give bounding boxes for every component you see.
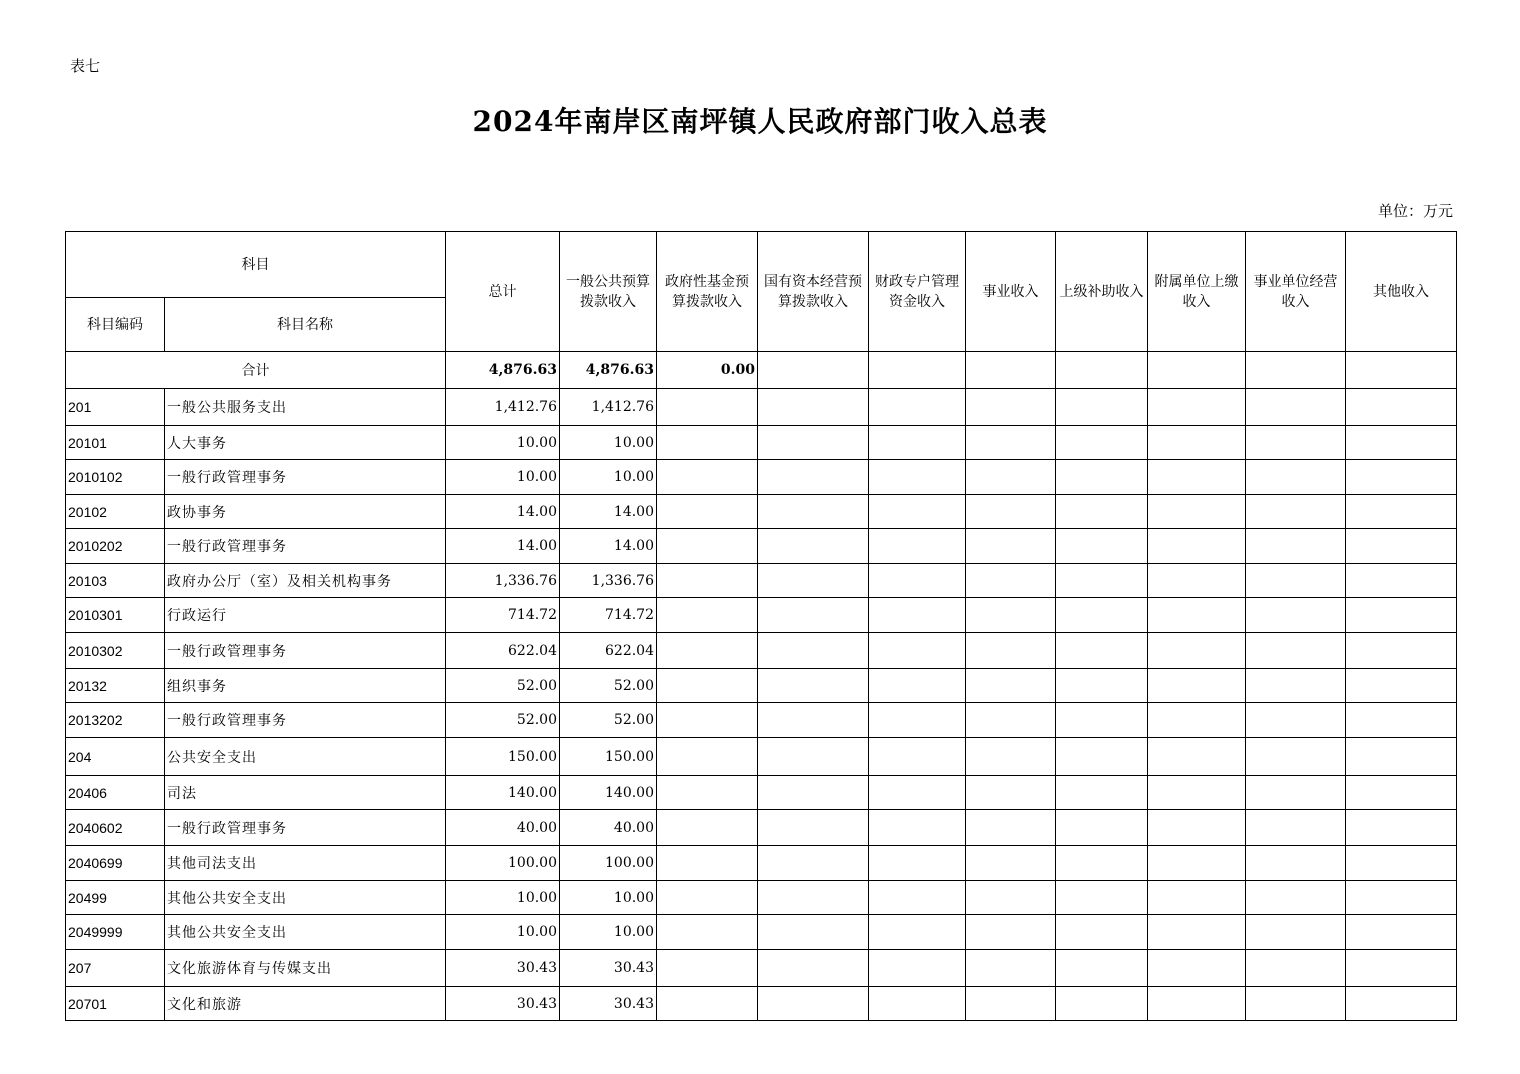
superior-subsidy-cell — [1056, 389, 1148, 426]
subject-code-cell: 20102 — [66, 495, 165, 529]
page-title: 2024年南岸区南坪镇人民政府部门收入总表 — [472, 105, 1048, 138]
header-general-budget: 一般公共预算拨款收入 — [560, 232, 657, 352]
total-cell: 10.00 — [446, 460, 560, 495]
superior-subsidy-cell — [1056, 846, 1148, 881]
total-label: 合计 — [66, 352, 446, 389]
superior-subsidy-cell — [1056, 564, 1148, 598]
gov-fund-cell — [657, 460, 758, 495]
total-superior-subsidy — [1056, 352, 1148, 389]
superior-subsidy-cell — [1056, 598, 1148, 633]
state-capital-cell — [758, 495, 869, 529]
total-general-budget: 4,876.63 — [560, 352, 657, 389]
superior-subsidy-cell — [1056, 738, 1148, 776]
total-cell: 30.43 — [446, 950, 560, 987]
unit-label: 单位：万元 — [1377, 202, 1453, 220]
affiliated-unit-cell — [1148, 703, 1246, 738]
table-row — [66, 776, 1457, 810]
state-capital-cell — [758, 669, 869, 703]
subject-name-cell: 其他司法支出 — [165, 846, 446, 881]
business-income-cell — [966, 987, 1056, 1021]
general-budget-cell: 622.04 — [560, 633, 657, 669]
business-income-cell — [966, 846, 1056, 881]
total-cell: 40.00 — [446, 810, 560, 846]
business-operation-cell — [1246, 881, 1346, 915]
subject-name-cell: 一般行政管理事务 — [165, 633, 446, 669]
business-operation-cell — [1246, 564, 1346, 598]
general-budget-cell: 100.00 — [560, 846, 657, 881]
other-income-cell — [1346, 987, 1457, 1021]
fiscal-special-cell — [869, 598, 966, 633]
other-income-cell — [1346, 776, 1457, 810]
affiliated-unit-cell — [1148, 495, 1246, 529]
business-operation-cell — [1246, 389, 1346, 426]
business-operation-cell — [1246, 460, 1346, 495]
state-capital-cell — [758, 564, 869, 598]
business-income-cell — [966, 389, 1056, 426]
fiscal-special-cell — [869, 738, 966, 776]
total-state-capital — [758, 352, 869, 389]
affiliated-unit-cell — [1148, 529, 1246, 564]
fiscal-special-cell — [869, 703, 966, 738]
subject-name-cell: 文化旅游体育与传媒支出 — [165, 950, 446, 987]
general-budget-cell: 30.43 — [560, 987, 657, 1021]
gov-fund-cell — [657, 389, 758, 426]
gov-fund-cell — [657, 426, 758, 460]
subject-name-cell: 其他公共安全支出 — [165, 881, 446, 915]
table-row — [66, 669, 1457, 703]
table-row — [66, 703, 1457, 738]
business-income-cell — [966, 881, 1056, 915]
business-operation-cell — [1246, 426, 1346, 460]
fiscal-special-cell — [869, 529, 966, 564]
state-capital-cell — [758, 529, 869, 564]
superior-subsidy-cell — [1056, 881, 1148, 915]
state-capital-cell — [758, 987, 869, 1021]
subject-name-cell: 司法 — [165, 776, 446, 810]
general-budget-cell: 10.00 — [560, 881, 657, 915]
fiscal-special-cell — [869, 915, 966, 950]
general-budget-cell: 1,412.76 — [560, 389, 657, 426]
fiscal-special-cell — [869, 846, 966, 881]
other-income-cell — [1346, 810, 1457, 846]
gov-fund-cell — [657, 987, 758, 1021]
total-gov-fund: 0.00 — [657, 352, 758, 389]
affiliated-unit-cell — [1148, 738, 1246, 776]
total-fiscal-special — [869, 352, 966, 389]
other-income-cell — [1346, 738, 1457, 776]
business-operation-cell — [1246, 846, 1346, 881]
business-income-cell — [966, 738, 1056, 776]
business-operation-cell — [1246, 950, 1346, 987]
header-gov-fund: 政府性基金预算拨款收入 — [657, 232, 758, 352]
superior-subsidy-cell — [1056, 426, 1148, 460]
table-row — [66, 987, 1457, 1021]
superior-subsidy-cell — [1056, 669, 1148, 703]
subject-name-cell: 政府办公厅（室）及相关机构事务 — [165, 564, 446, 598]
fiscal-special-cell — [869, 669, 966, 703]
header-fiscal-special: 财政专户管理资金收入 — [869, 232, 966, 352]
total-row — [66, 352, 1457, 389]
business-income-cell — [966, 633, 1056, 669]
fiscal-special-cell — [869, 495, 966, 529]
fiscal-special-cell — [869, 881, 966, 915]
business-income-cell — [966, 776, 1056, 810]
business-operation-cell — [1246, 987, 1346, 1021]
state-capital-cell — [758, 881, 869, 915]
general-budget-cell: 10.00 — [560, 426, 657, 460]
business-income-cell — [966, 529, 1056, 564]
subject-code-cell: 20132 — [66, 669, 165, 703]
subject-name-cell: 组织事务 — [165, 669, 446, 703]
superior-subsidy-cell — [1056, 529, 1148, 564]
header-state-capital: 国有资本经营预算拨款收入 — [758, 232, 869, 352]
affiliated-unit-cell — [1148, 598, 1246, 633]
affiliated-unit-cell — [1148, 389, 1246, 426]
other-income-cell — [1346, 564, 1457, 598]
gov-fund-cell — [657, 776, 758, 810]
subject-code-cell: 201 — [66, 389, 165, 426]
total-cell: 1,412.76 — [446, 389, 560, 426]
business-income-cell — [966, 460, 1056, 495]
subject-name-cell: 公共安全支出 — [165, 738, 446, 776]
table-row — [66, 564, 1457, 598]
affiliated-unit-cell — [1148, 564, 1246, 598]
table-row — [66, 426, 1457, 460]
total-cell: 150.00 — [446, 738, 560, 776]
gov-fund-cell — [657, 598, 758, 633]
table-row — [66, 598, 1457, 633]
gov-fund-cell — [657, 738, 758, 776]
total-cell: 140.00 — [446, 776, 560, 810]
business-operation-cell — [1246, 703, 1346, 738]
total-cell: 14.00 — [446, 495, 560, 529]
affiliated-unit-cell — [1148, 460, 1246, 495]
fiscal-special-cell — [869, 460, 966, 495]
general-budget-cell: 150.00 — [560, 738, 657, 776]
fiscal-special-cell — [869, 987, 966, 1021]
header-subject-name: 科目名称 — [165, 298, 446, 352]
table-row — [66, 738, 1457, 776]
superior-subsidy-cell — [1056, 776, 1148, 810]
gov-fund-cell — [657, 633, 758, 669]
superior-subsidy-cell — [1056, 915, 1148, 950]
business-operation-cell — [1246, 495, 1346, 529]
table-row — [66, 846, 1457, 881]
general-budget-cell: 10.00 — [560, 915, 657, 950]
total-cell: 714.72 — [446, 598, 560, 633]
business-income-cell — [966, 810, 1056, 846]
fiscal-special-cell — [869, 776, 966, 810]
general-budget-cell: 1,336.76 — [560, 564, 657, 598]
business-income-cell — [966, 915, 1056, 950]
state-capital-cell — [758, 703, 869, 738]
gov-fund-cell — [657, 846, 758, 881]
business-operation-cell — [1246, 776, 1346, 810]
total-other-income — [1346, 352, 1457, 389]
header-business-income: 事业收入 — [966, 232, 1056, 352]
gov-fund-cell — [657, 669, 758, 703]
general-budget-cell: 140.00 — [560, 776, 657, 810]
business-operation-cell — [1246, 529, 1346, 564]
other-income-cell — [1346, 426, 1457, 460]
subject-code-cell: 2049999 — [66, 915, 165, 950]
total-cell: 10.00 — [446, 881, 560, 915]
subject-code-cell: 204 — [66, 738, 165, 776]
affiliated-unit-cell — [1148, 633, 1246, 669]
header-other-income: 其他收入 — [1346, 232, 1457, 352]
fiscal-special-cell — [869, 389, 966, 426]
other-income-cell — [1346, 915, 1457, 950]
business-operation-cell — [1246, 738, 1346, 776]
total-cell: 1,336.76 — [446, 564, 560, 598]
state-capital-cell — [758, 846, 869, 881]
other-income-cell — [1346, 389, 1457, 426]
superior-subsidy-cell — [1056, 987, 1148, 1021]
table-row — [66, 389, 1457, 426]
table-row — [66, 529, 1457, 564]
subject-name-cell: 政协事务 — [165, 495, 446, 529]
superior-subsidy-cell — [1056, 703, 1148, 738]
subject-code-cell: 20103 — [66, 564, 165, 598]
affiliated-unit-cell — [1148, 669, 1246, 703]
subject-name-cell: 一般行政管理事务 — [165, 460, 446, 495]
affiliated-unit-cell — [1148, 915, 1246, 950]
gov-fund-cell — [657, 564, 758, 598]
superior-subsidy-cell — [1056, 495, 1148, 529]
total-cell: 52.00 — [446, 669, 560, 703]
business-operation-cell — [1246, 810, 1346, 846]
business-operation-cell — [1246, 633, 1346, 669]
subject-code-cell: 20406 — [66, 776, 165, 810]
total-cell: 622.04 — [446, 633, 560, 669]
other-income-cell — [1346, 633, 1457, 669]
subject-name-cell: 一般公共服务支出 — [165, 389, 446, 426]
state-capital-cell — [758, 915, 869, 950]
gov-fund-cell — [657, 529, 758, 564]
state-capital-cell — [758, 810, 869, 846]
general-budget-cell: 14.00 — [560, 529, 657, 564]
fiscal-special-cell — [869, 633, 966, 669]
subject-name-cell: 一般行政管理事务 — [165, 529, 446, 564]
superior-subsidy-cell — [1056, 633, 1148, 669]
subject-name-cell: 行政运行 — [165, 598, 446, 633]
fiscal-special-cell — [869, 426, 966, 460]
table-row — [66, 633, 1457, 669]
business-income-cell — [966, 598, 1056, 633]
subject-code-cell: 2013202 — [66, 703, 165, 738]
header-superior-subsidy: 上级补助收入 — [1056, 232, 1148, 352]
subject-code-cell: 20701 — [66, 987, 165, 1021]
table-row — [66, 881, 1457, 915]
other-income-cell — [1346, 669, 1457, 703]
table-row — [66, 460, 1457, 495]
general-budget-cell: 14.00 — [560, 495, 657, 529]
subject-code-cell: 207 — [66, 950, 165, 987]
fiscal-special-cell — [869, 564, 966, 598]
header-subject-code: 科目编码 — [66, 298, 165, 352]
general-budget-cell: 40.00 — [560, 810, 657, 846]
business-income-cell — [966, 426, 1056, 460]
other-income-cell — [1346, 950, 1457, 987]
subject-code-cell: 2010301 — [66, 598, 165, 633]
subject-name-cell: 一般行政管理事务 — [165, 703, 446, 738]
gov-fund-cell — [657, 810, 758, 846]
total-cell: 52.00 — [446, 703, 560, 738]
total-cell: 100.00 — [446, 846, 560, 881]
total-cell: 10.00 — [446, 426, 560, 460]
state-capital-cell — [758, 633, 869, 669]
business-operation-cell — [1246, 669, 1346, 703]
business-income-cell — [966, 950, 1056, 987]
state-capital-cell — [758, 426, 869, 460]
subject-code-cell: 2010202 — [66, 529, 165, 564]
table-row — [66, 915, 1457, 950]
superior-subsidy-cell — [1056, 810, 1148, 846]
header-total: 总计 — [446, 232, 560, 352]
business-income-cell — [966, 703, 1056, 738]
affiliated-unit-cell — [1148, 776, 1246, 810]
state-capital-cell — [758, 738, 869, 776]
state-capital-cell — [758, 460, 869, 495]
state-capital-cell — [758, 598, 869, 633]
business-income-cell — [966, 669, 1056, 703]
superior-subsidy-cell — [1056, 460, 1148, 495]
affiliated-unit-cell — [1148, 987, 1246, 1021]
subject-name-cell: 文化和旅游 — [165, 987, 446, 1021]
header-business-operation: 事业单位经营收入 — [1246, 232, 1346, 352]
business-operation-cell — [1246, 598, 1346, 633]
affiliated-unit-cell — [1148, 810, 1246, 846]
other-income-cell — [1346, 703, 1457, 738]
subject-code-cell: 2010302 — [66, 633, 165, 669]
affiliated-unit-cell — [1148, 881, 1246, 915]
subject-code-cell: 2010102 — [66, 460, 165, 495]
fiscal-special-cell — [869, 810, 966, 846]
subject-code-cell: 20499 — [66, 881, 165, 915]
total-cell: 30.43 — [446, 987, 560, 1021]
total-cell: 14.00 — [446, 529, 560, 564]
state-capital-cell — [758, 950, 869, 987]
subject-name-cell: 一般行政管理事务 — [165, 810, 446, 846]
total-amount: 4,876.63 — [446, 352, 560, 389]
state-capital-cell — [758, 389, 869, 426]
affiliated-unit-cell — [1148, 950, 1246, 987]
gov-fund-cell — [657, 703, 758, 738]
general-budget-cell: 52.00 — [560, 703, 657, 738]
total-business-operation — [1246, 352, 1346, 389]
gov-fund-cell — [657, 915, 758, 950]
table-row — [66, 950, 1457, 987]
other-income-cell — [1346, 881, 1457, 915]
gov-fund-cell — [657, 881, 758, 915]
fiscal-special-cell — [869, 950, 966, 987]
general-budget-cell: 52.00 — [560, 669, 657, 703]
subject-code-cell: 2040699 — [66, 846, 165, 881]
business-income-cell — [966, 495, 1056, 529]
other-income-cell — [1346, 495, 1457, 529]
gov-fund-cell — [657, 950, 758, 987]
general-budget-cell: 30.43 — [560, 950, 657, 987]
business-operation-cell — [1246, 915, 1346, 950]
subject-code-cell: 20101 — [66, 426, 165, 460]
total-cell: 10.00 — [446, 915, 560, 950]
header-affiliated-unit: 附属单位上缴收入 — [1148, 232, 1246, 352]
header-subject: 科目 — [66, 232, 446, 298]
table-row — [66, 495, 1457, 529]
superior-subsidy-cell — [1056, 950, 1148, 987]
total-business-income — [966, 352, 1056, 389]
other-income-cell — [1346, 598, 1457, 633]
state-capital-cell — [758, 776, 869, 810]
business-income-cell — [966, 564, 1056, 598]
affiliated-unit-cell — [1148, 426, 1246, 460]
total-affiliated-unit — [1148, 352, 1246, 389]
other-income-cell — [1346, 460, 1457, 495]
table-row — [66, 810, 1457, 846]
subject-name-cell: 其他公共安全支出 — [165, 915, 446, 950]
general-budget-cell: 714.72 — [560, 598, 657, 633]
subject-name-cell: 人大事务 — [165, 426, 446, 460]
gov-fund-cell — [657, 495, 758, 529]
other-income-cell — [1346, 846, 1457, 881]
general-budget-cell: 10.00 — [560, 460, 657, 495]
subject-code-cell: 2040602 — [66, 810, 165, 846]
other-income-cell — [1346, 529, 1457, 564]
income-summary-table — [65, 231, 1457, 1021]
affiliated-unit-cell — [1148, 846, 1246, 881]
table-label: 表七 — [70, 57, 101, 75]
